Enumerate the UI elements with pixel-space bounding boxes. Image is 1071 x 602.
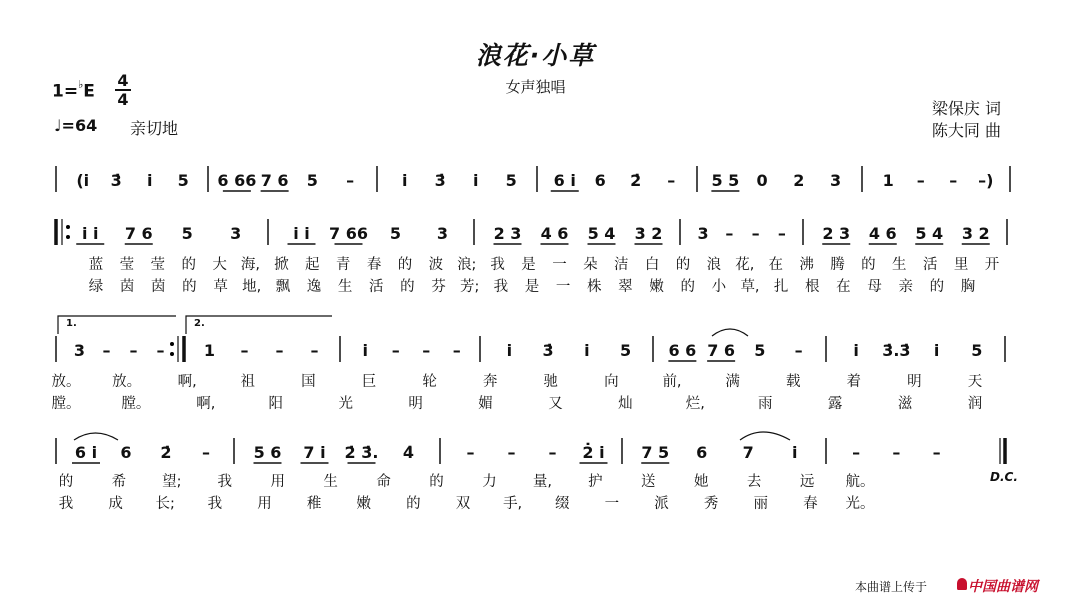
note: 5 — [505, 171, 517, 190]
note: 6 — [120, 443, 132, 462]
volta-2-label: 2. — [194, 318, 205, 329]
lyric-verse2: 又 — [548, 396, 563, 412]
note: 5 — [389, 224, 402, 243]
lyric-verse2: 是 — [524, 279, 540, 295]
note: 4̇ — [402, 443, 415, 462]
note: – — [240, 341, 249, 360]
lyric-verse2: 芳; — [460, 279, 480, 295]
note: 6 6 — [668, 341, 697, 360]
lyric-verse2: 润 — [967, 396, 983, 412]
lyric-verse2: 生 — [337, 279, 353, 295]
lyric-verse2: 丽 — [753, 496, 768, 512]
lyric-verse1: 在 — [768, 257, 783, 273]
lyric-verse1: 一 — [552, 257, 567, 273]
note: – — [949, 171, 958, 190]
note: 3̇ — [434, 171, 446, 190]
note: – — [751, 224, 760, 243]
lyric-verse2: 一 — [555, 279, 571, 295]
note: – — [452, 341, 461, 360]
slur — [740, 432, 790, 440]
lyric-verse2: 的 — [406, 496, 421, 512]
lyric-verse1: 力 — [482, 474, 497, 490]
note: 3 — [830, 171, 842, 190]
note: 7 6 — [124, 224, 153, 243]
lyric-verse1: 轮 — [422, 374, 437, 390]
lyric-verse1: 啊, — [177, 374, 197, 390]
lyric-verse1: 载 — [785, 374, 801, 390]
lyric-verse1: 希 — [111, 474, 127, 490]
note: 3 2 — [634, 224, 663, 243]
lyric-verse2: 的 — [929, 279, 945, 295]
note: 6 i — [553, 171, 576, 190]
note: (i — [76, 171, 90, 190]
note: – — [852, 443, 861, 462]
note: 2̇ 3̇. — [344, 443, 379, 462]
note: 6 66 — [217, 171, 257, 190]
note: 1 — [882, 171, 894, 190]
lyric-verse2: 小 — [711, 279, 727, 295]
note: 5 — [177, 171, 189, 190]
lyric-verse1: 沸 — [799, 257, 814, 273]
lyric-verse2: 媚 — [478, 396, 493, 412]
repeat-dot — [66, 235, 70, 239]
note: i — [792, 443, 798, 462]
lyric-verse2: 的 — [182, 279, 197, 295]
lyric-verse1: 用 — [270, 474, 285, 490]
note: 3̇ — [542, 341, 554, 360]
note: 4 6 — [540, 224, 569, 243]
note: 5 4 — [587, 224, 616, 243]
key-note: E — [83, 81, 95, 102]
lyric-verse2: 膛。 — [121, 396, 151, 412]
note: 5 — [181, 224, 193, 243]
quarter-note-icon: ♩ — [54, 116, 62, 135]
lyric-verse2: 雨 — [757, 396, 773, 412]
lyric-verse1: 驰 — [543, 374, 559, 390]
song-title: 浪花·小草 — [475, 41, 596, 70]
lyric-verse1: 我 — [217, 474, 233, 490]
lyric-verse1: 放。 — [51, 374, 81, 390]
lyric-verse1: 的 — [58, 474, 74, 490]
meter-top: 4 — [117, 71, 129, 90]
da-capo-marking: D.C. — [990, 470, 1018, 484]
lyric-verse2: 阳 — [268, 396, 284, 412]
note: 5 — [971, 341, 983, 360]
lyric-verse2: 缀 — [555, 496, 570, 512]
lyric-verse1: 生 — [892, 257, 907, 273]
lyric-verse1: 巨 — [361, 374, 377, 390]
lyric-verse2: 烂, — [685, 396, 705, 412]
note: 3 — [230, 224, 242, 243]
note: 7 6 — [707, 341, 736, 360]
note: 4 6 — [868, 224, 897, 243]
note: 3 2 — [961, 224, 990, 243]
lyric-verse2: 稚 — [306, 496, 322, 512]
lyric-verse1: 奔 — [482, 374, 498, 390]
note: 5 5 — [711, 171, 740, 190]
lyric-verse1: 命 — [376, 474, 391, 490]
lyric-verse1: 向 — [604, 374, 619, 390]
lyric-verse1: 蓝 — [88, 257, 104, 273]
note: 3 — [436, 224, 449, 243]
lyric-verse1: 大 — [212, 257, 227, 273]
note: – — [777, 224, 786, 243]
note: 6 i — [74, 443, 98, 462]
lyric-verse2: 根 — [805, 279, 820, 295]
lyric-verse1: 花, — [735, 257, 755, 273]
lyric-verse2: 嫩 — [649, 279, 664, 295]
lyric-verse1: 我 — [490, 257, 505, 273]
note: i — [584, 341, 590, 360]
lyric-verse2: 扎 — [773, 279, 789, 295]
note: – — [102, 341, 111, 360]
lyric-verse2: 地, — [242, 279, 262, 295]
lyric-verse2: 灿 — [618, 396, 633, 412]
lyric-verse2: 我 — [207, 496, 223, 512]
lyric-verse2: 翠 — [618, 279, 633, 295]
lyric-verse1: 送 — [641, 474, 656, 490]
note: 3 — [697, 224, 709, 243]
lyric-verse1: 里 — [953, 257, 969, 273]
upload-notice: 本曲谱上传于 — [855, 580, 928, 594]
expression-marking: 亲切地 — [130, 119, 179, 138]
lyric-verse1: 腾 — [830, 257, 845, 273]
repeat-dot — [66, 225, 70, 229]
lyric-verse2: 亲 — [898, 279, 913, 295]
lyric-verse2: 逸 — [306, 279, 322, 295]
lyric-verse2: 手, — [503, 496, 523, 512]
lyric-verse2: 用 — [257, 496, 272, 512]
note: 6 — [696, 443, 708, 462]
lyric-verse1: 朵 — [583, 257, 598, 273]
lyricist-credit: 梁保庆 词 — [931, 99, 1001, 118]
lyric-verse1: 她 — [693, 474, 709, 490]
lyric-verse2: 露 — [827, 396, 843, 412]
note: – — [129, 341, 138, 360]
note: 7 5 — [641, 443, 670, 462]
note: –) — [978, 171, 994, 190]
lyric-verse2: 春 — [803, 496, 818, 512]
note: 2̇ — [160, 443, 172, 462]
note: i — [362, 341, 368, 360]
lyric-verse1: 的 — [181, 257, 196, 273]
lyric-verse1: 春 — [366, 257, 382, 273]
lyric-verse1: 远 — [799, 474, 815, 490]
lyric-verse1: 明 — [907, 374, 922, 390]
note: 5 4 — [915, 224, 944, 243]
repeat-dot — [170, 352, 174, 356]
lyric-verse2: 长; — [155, 496, 175, 512]
lyric-verse1: 国 — [301, 374, 316, 390]
note: – — [932, 443, 941, 462]
note: 7 i — [303, 443, 326, 462]
note: – — [156, 341, 165, 360]
lyric-verse1: 白 — [644, 257, 660, 273]
lyric-verse1: 起 — [305, 257, 320, 273]
lyric-verse1: 航。 — [845, 474, 875, 490]
lyric-verse1: 量, — [532, 474, 552, 490]
lyric-verse1: 波 — [428, 257, 444, 273]
slur — [712, 329, 748, 336]
lyric-verse1: 着 — [846, 374, 862, 390]
lyric-verse2: 株 — [587, 279, 602, 295]
note: i — [506, 341, 513, 360]
note: i — [147, 171, 153, 190]
lyric-verse1: 天 — [967, 374, 983, 390]
lyric-verse1: 莹 — [150, 257, 166, 273]
lyric-verse2: 草, — [740, 279, 760, 295]
note: – — [202, 443, 210, 462]
lyric-verse2: 芬 — [431, 279, 446, 295]
lyric-verse2: 母 — [867, 279, 882, 295]
note: 7 6 — [260, 171, 289, 190]
lyric-verse1: 生 — [323, 474, 338, 490]
lyric-verse2: 秀 — [703, 496, 719, 512]
note: i i — [293, 224, 310, 243]
note: 7 — [742, 443, 754, 462]
note: 3 — [73, 341, 86, 360]
lyric-verse1: 浪; — [457, 257, 477, 273]
note: i — [473, 171, 479, 190]
lyric-verse1: 青 — [335, 257, 351, 273]
lyric-verse1: 满 — [725, 374, 740, 390]
lyric-verse2: 绿 — [88, 279, 104, 295]
note: – — [507, 443, 516, 462]
lyric-verse2: 的 — [400, 279, 415, 295]
note: i — [933, 341, 940, 360]
volta-1-label: 1. — [66, 318, 77, 329]
note: i i — [81, 224, 99, 243]
lyric-verse2: 派 — [654, 496, 669, 512]
site-logo: 中国曲谱网 — [968, 579, 1038, 595]
note: 3̇.3̇ — [882, 341, 911, 360]
lyric-verse1: 开 — [984, 257, 1000, 273]
note: – — [275, 341, 284, 360]
note: i — [402, 171, 408, 190]
flat-sign: ♭ — [78, 78, 84, 91]
note: – — [422, 341, 431, 360]
lyric-verse2: 嫩 — [356, 496, 371, 512]
lyric-verse1: 的 — [429, 474, 444, 490]
repeat-dot — [170, 342, 174, 346]
note: – — [892, 443, 901, 462]
lyric-verse1: 海, — [240, 257, 261, 273]
lyric-verse1: 前, — [662, 374, 682, 390]
tempo-value: =64 — [61, 116, 98, 135]
note: 5 6 — [253, 443, 282, 462]
lyric-verse2: 双 — [455, 496, 471, 512]
lyric-verse2: 茵 — [151, 279, 166, 295]
note: – — [548, 443, 557, 462]
note: 6 — [594, 171, 606, 190]
lyric-verse1: 的 — [675, 257, 691, 273]
note: – — [725, 224, 734, 243]
note: 2 — [793, 171, 805, 190]
lyric-verse2: 明 — [408, 396, 423, 412]
slur — [74, 433, 118, 440]
note: i — [853, 341, 859, 360]
note: 3̇ — [110, 171, 122, 190]
lyric-verse2: 我 — [58, 496, 74, 512]
lyric-verse2: 光 — [338, 396, 353, 412]
note: – — [794, 341, 803, 360]
note: 2̇ i — [582, 443, 605, 462]
lyric-verse2: 飘 — [275, 279, 291, 295]
lyric-verse1: 放。 — [112, 374, 142, 390]
note: 2 3 — [822, 224, 851, 243]
lyric-verse1: 的 — [397, 257, 413, 273]
lyric-verse1: 浪 — [706, 257, 722, 273]
lyric-verse1: 望; — [162, 474, 182, 490]
note: 1 — [203, 341, 216, 360]
lyric-verse2: 茵 — [119, 279, 135, 295]
note: 7 66 — [329, 224, 368, 243]
note: 5 — [620, 341, 632, 360]
note: – — [667, 171, 676, 190]
key-label: 1= — [52, 81, 79, 102]
volta-2-bracket — [186, 316, 332, 334]
lyric-verse2: 我 — [493, 279, 509, 295]
lyric-verse1: 是 — [521, 257, 536, 273]
song-subtitle: 女声独唱 — [505, 78, 566, 96]
lyric-verse2: 成 — [108, 496, 123, 512]
note: 2 3 — [493, 224, 522, 243]
note: – — [346, 171, 355, 190]
lyric-verse2: 的 — [680, 279, 695, 295]
note: 5 — [754, 341, 766, 360]
lyric-verse2: 胸 — [960, 279, 976, 295]
lyric-verse1: 去 — [746, 474, 762, 490]
note: 2̇ — [630, 171, 642, 190]
lyric-verse2: 一 — [604, 496, 620, 512]
lyric-verse2: 在 — [836, 279, 851, 295]
lyric-verse1: 掀 — [274, 257, 289, 273]
note: – — [466, 443, 475, 462]
lyric-verse2: 膛。 — [51, 396, 81, 412]
site-logo-icon — [957, 578, 967, 590]
lyric-verse1: 祖 — [240, 374, 256, 390]
note: 0 — [756, 171, 768, 190]
lyric-verse1: 活 — [922, 257, 938, 273]
note: – — [916, 171, 925, 190]
lyric-verse2: 滋 — [897, 396, 913, 412]
lyric-verse1: 护 — [588, 474, 603, 490]
note: 5 — [306, 171, 318, 190]
lyric-verse2: 啊, — [196, 396, 216, 412]
composer-credit: 陈大同 曲 — [931, 121, 1001, 140]
lyric-verse1: 的 — [861, 257, 876, 273]
lyric-verse2: 光。 — [845, 496, 875, 512]
lyric-verse2: 活 — [369, 279, 384, 295]
lyric-verse1: 莹 — [119, 257, 135, 273]
note: – — [391, 341, 400, 360]
lyric-verse2: 草 — [213, 279, 228, 295]
note: – — [310, 341, 319, 360]
meter-bottom: 4 — [117, 90, 129, 109]
lyric-verse1: 洁 — [613, 257, 629, 273]
